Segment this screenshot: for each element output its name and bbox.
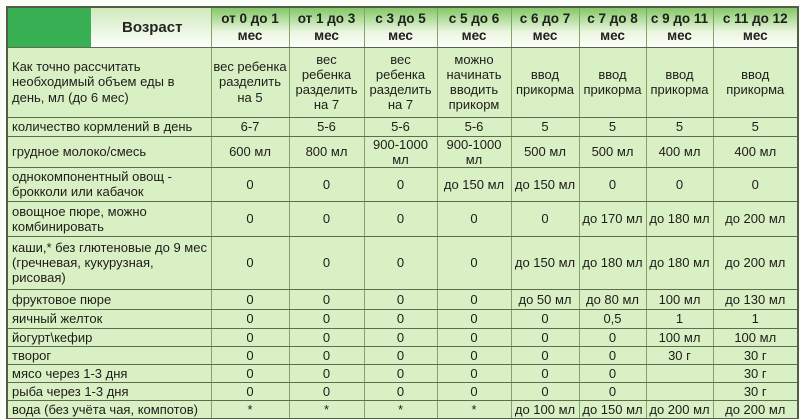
row-label: количество кормлений в день bbox=[7, 117, 211, 136]
cell: 0 bbox=[511, 328, 579, 346]
cell: до 150 мл bbox=[511, 167, 579, 201]
cell: 5 bbox=[713, 117, 798, 136]
cell: до 200 мл bbox=[713, 400, 798, 419]
cell: ввод прикорма bbox=[579, 47, 646, 117]
cell: 5 bbox=[511, 117, 579, 136]
cell: 0 bbox=[289, 328, 364, 346]
column-header-6: с 7 до 8 мес bbox=[579, 7, 646, 47]
cell: 100 мл bbox=[646, 328, 713, 346]
table-row bbox=[7, 47, 798, 117]
cell: 0 bbox=[211, 328, 289, 346]
cell: до 170 мл bbox=[579, 201, 646, 236]
column-header-4: с 5 до 6 мес bbox=[437, 7, 511, 47]
cell: до 180 мл bbox=[646, 201, 713, 236]
cell: до 150 мл bbox=[579, 400, 646, 419]
table-row bbox=[7, 328, 798, 346]
cell: 0 bbox=[713, 167, 798, 201]
cell: 1 bbox=[646, 309, 713, 328]
header-row bbox=[7, 7, 798, 47]
cell: 0,5 bbox=[579, 309, 646, 328]
cell: можно начинать вводить прикорм bbox=[437, 47, 511, 117]
table-row bbox=[7, 400, 798, 419]
cell: вес ребенка разделить на 7 bbox=[364, 47, 437, 117]
cell: 0 bbox=[364, 309, 437, 328]
row-label: фруктовое пюре bbox=[7, 289, 211, 309]
cell: 0 bbox=[289, 364, 364, 382]
row-label: яичный желток bbox=[7, 309, 211, 328]
green-corner-block bbox=[7, 7, 91, 47]
cell: 5-6 bbox=[364, 117, 437, 136]
age-header-corner bbox=[7, 7, 211, 47]
cell: 0 bbox=[289, 167, 364, 201]
cell: до 50 мл bbox=[511, 289, 579, 309]
cell bbox=[646, 364, 713, 382]
cell: 0 bbox=[511, 364, 579, 382]
table-row bbox=[7, 201, 798, 236]
cell: до 100 мл bbox=[511, 400, 579, 419]
cell: 30 г bbox=[713, 382, 798, 400]
cell: 0 bbox=[211, 236, 289, 289]
table-row bbox=[7, 236, 798, 289]
cell: ввод прикорма bbox=[646, 47, 713, 117]
cell: 0 bbox=[511, 382, 579, 400]
cell: 0 bbox=[364, 364, 437, 382]
row-label: овощное пюре, можно комбинировать bbox=[7, 201, 211, 236]
cell: 0 bbox=[437, 289, 511, 309]
cell: 0 bbox=[211, 167, 289, 201]
cell: ввод прикорма bbox=[511, 47, 579, 117]
table-head bbox=[7, 7, 798, 47]
row-label: йогурт\кефир bbox=[7, 328, 211, 346]
cell: ввод прикорма bbox=[713, 47, 798, 117]
cell: 0 bbox=[579, 167, 646, 201]
cell: 0 bbox=[211, 364, 289, 382]
table-row bbox=[7, 289, 798, 309]
cell: 0 bbox=[579, 382, 646, 400]
cell: 0 bbox=[211, 382, 289, 400]
table-row bbox=[7, 167, 798, 201]
cell: до 180 мл bbox=[646, 236, 713, 289]
table-row bbox=[7, 136, 798, 167]
cell: 500 мл bbox=[579, 136, 646, 167]
cell: 0 bbox=[437, 364, 511, 382]
cell: 0 bbox=[289, 289, 364, 309]
row-label: грудное молоко/смесь bbox=[7, 136, 211, 167]
cell: до 200 мл bbox=[713, 201, 798, 236]
column-header-5: с 6 до 7 мес bbox=[511, 7, 579, 47]
cell: 0 bbox=[511, 309, 579, 328]
cell: 0 bbox=[364, 346, 437, 364]
cell: 0 bbox=[364, 328, 437, 346]
cell: 30 г bbox=[713, 364, 798, 382]
cell: 0 bbox=[437, 201, 511, 236]
table-row bbox=[7, 364, 798, 382]
table-row bbox=[7, 382, 798, 400]
cell: 400 мл bbox=[646, 136, 713, 167]
cell: 0 bbox=[364, 289, 437, 309]
cell: 0 bbox=[437, 309, 511, 328]
cell: 5 bbox=[579, 117, 646, 136]
cell: 30 г bbox=[646, 346, 713, 364]
cell: 400 мл bbox=[713, 136, 798, 167]
cell: 0 bbox=[437, 346, 511, 364]
cell: 900-1000 мл bbox=[437, 136, 511, 167]
row-label: однокомпонентный овощ - брокколи или кабачок bbox=[7, 167, 211, 201]
cell: до 80 мл bbox=[579, 289, 646, 309]
cell: 0 bbox=[211, 289, 289, 309]
cell: вес ребенка разделить на 7 bbox=[289, 47, 364, 117]
column-header-8: с 11 до 12 мес bbox=[713, 7, 798, 47]
row-label: Как точно рассчитать необходимый объем еды в день, мл (до 6 мес) bbox=[7, 47, 211, 117]
cell: 1 bbox=[713, 309, 798, 328]
cell: 0 bbox=[211, 201, 289, 236]
cell: 600 мл bbox=[211, 136, 289, 167]
cell: до 200 мл bbox=[713, 236, 798, 289]
cell: до 150 мл bbox=[511, 236, 579, 289]
cell: 0 bbox=[289, 382, 364, 400]
cell: * bbox=[211, 400, 289, 419]
feeding-schedule-table bbox=[6, 6, 799, 419]
cell: 5 bbox=[646, 117, 713, 136]
table-row bbox=[7, 309, 798, 328]
cell: 0 bbox=[364, 167, 437, 201]
cell: 0 bbox=[289, 236, 364, 289]
cell: 0 bbox=[579, 328, 646, 346]
cell: 30 г bbox=[713, 346, 798, 364]
cell: 0 bbox=[211, 346, 289, 364]
cell: 0 bbox=[646, 167, 713, 201]
cell: до 180 мл bbox=[579, 236, 646, 289]
cell: * bbox=[364, 400, 437, 419]
cell: 0 bbox=[289, 346, 364, 364]
cell: * bbox=[289, 400, 364, 419]
cell: * bbox=[437, 400, 511, 419]
cell: 5-6 bbox=[289, 117, 364, 136]
row-label: рыба через 1-3 дня bbox=[7, 382, 211, 400]
cell: 0 bbox=[437, 382, 511, 400]
column-header-2: от 1 до 3 мес bbox=[289, 7, 364, 47]
table-row bbox=[7, 117, 798, 136]
row-label: мясо через 1-3 дня bbox=[7, 364, 211, 382]
cell: 900-1000 мл bbox=[364, 136, 437, 167]
cell: до 130 мл bbox=[713, 289, 798, 309]
cell: 0 bbox=[211, 309, 289, 328]
cell: 0 bbox=[437, 236, 511, 289]
cell bbox=[646, 382, 713, 400]
cell: 0 bbox=[579, 346, 646, 364]
cell: 0 bbox=[511, 201, 579, 236]
cell: 0 bbox=[437, 328, 511, 346]
cell: 100 мл bbox=[713, 328, 798, 346]
cell: 0 bbox=[364, 201, 437, 236]
cell: вес ребенка разделить на 5 bbox=[211, 47, 289, 117]
cell: 0 bbox=[289, 309, 364, 328]
cell: до 200 мл bbox=[646, 400, 713, 419]
cell: 6-7 bbox=[211, 117, 289, 136]
cell: 500 мл bbox=[511, 136, 579, 167]
cell: 100 мл bbox=[646, 289, 713, 309]
cell: 0 bbox=[364, 382, 437, 400]
row-label: творог bbox=[7, 346, 211, 364]
column-header-7: с 9 до 11 мес bbox=[646, 7, 713, 47]
cell: 0 bbox=[511, 346, 579, 364]
row-label: вода (без учёта чая, компотов) bbox=[7, 400, 211, 419]
cell: 0 bbox=[364, 236, 437, 289]
cell: до 150 мл bbox=[437, 167, 511, 201]
cell: 5-6 bbox=[437, 117, 511, 136]
cell: 0 bbox=[289, 201, 364, 236]
table-body bbox=[7, 47, 798, 419]
cell: 800 мл bbox=[289, 136, 364, 167]
row-label: каши,* без глютеновые до 9 мес (гречневая, кукурузная, рисовая) bbox=[7, 236, 211, 289]
column-header-1: от 0 до 1 мес bbox=[211, 7, 289, 47]
column-header-3: с 3 до 5 мес bbox=[364, 7, 437, 47]
cell: 0 bbox=[579, 364, 646, 382]
age-header-label: Возраст bbox=[122, 18, 183, 36]
table-row bbox=[7, 346, 798, 364]
